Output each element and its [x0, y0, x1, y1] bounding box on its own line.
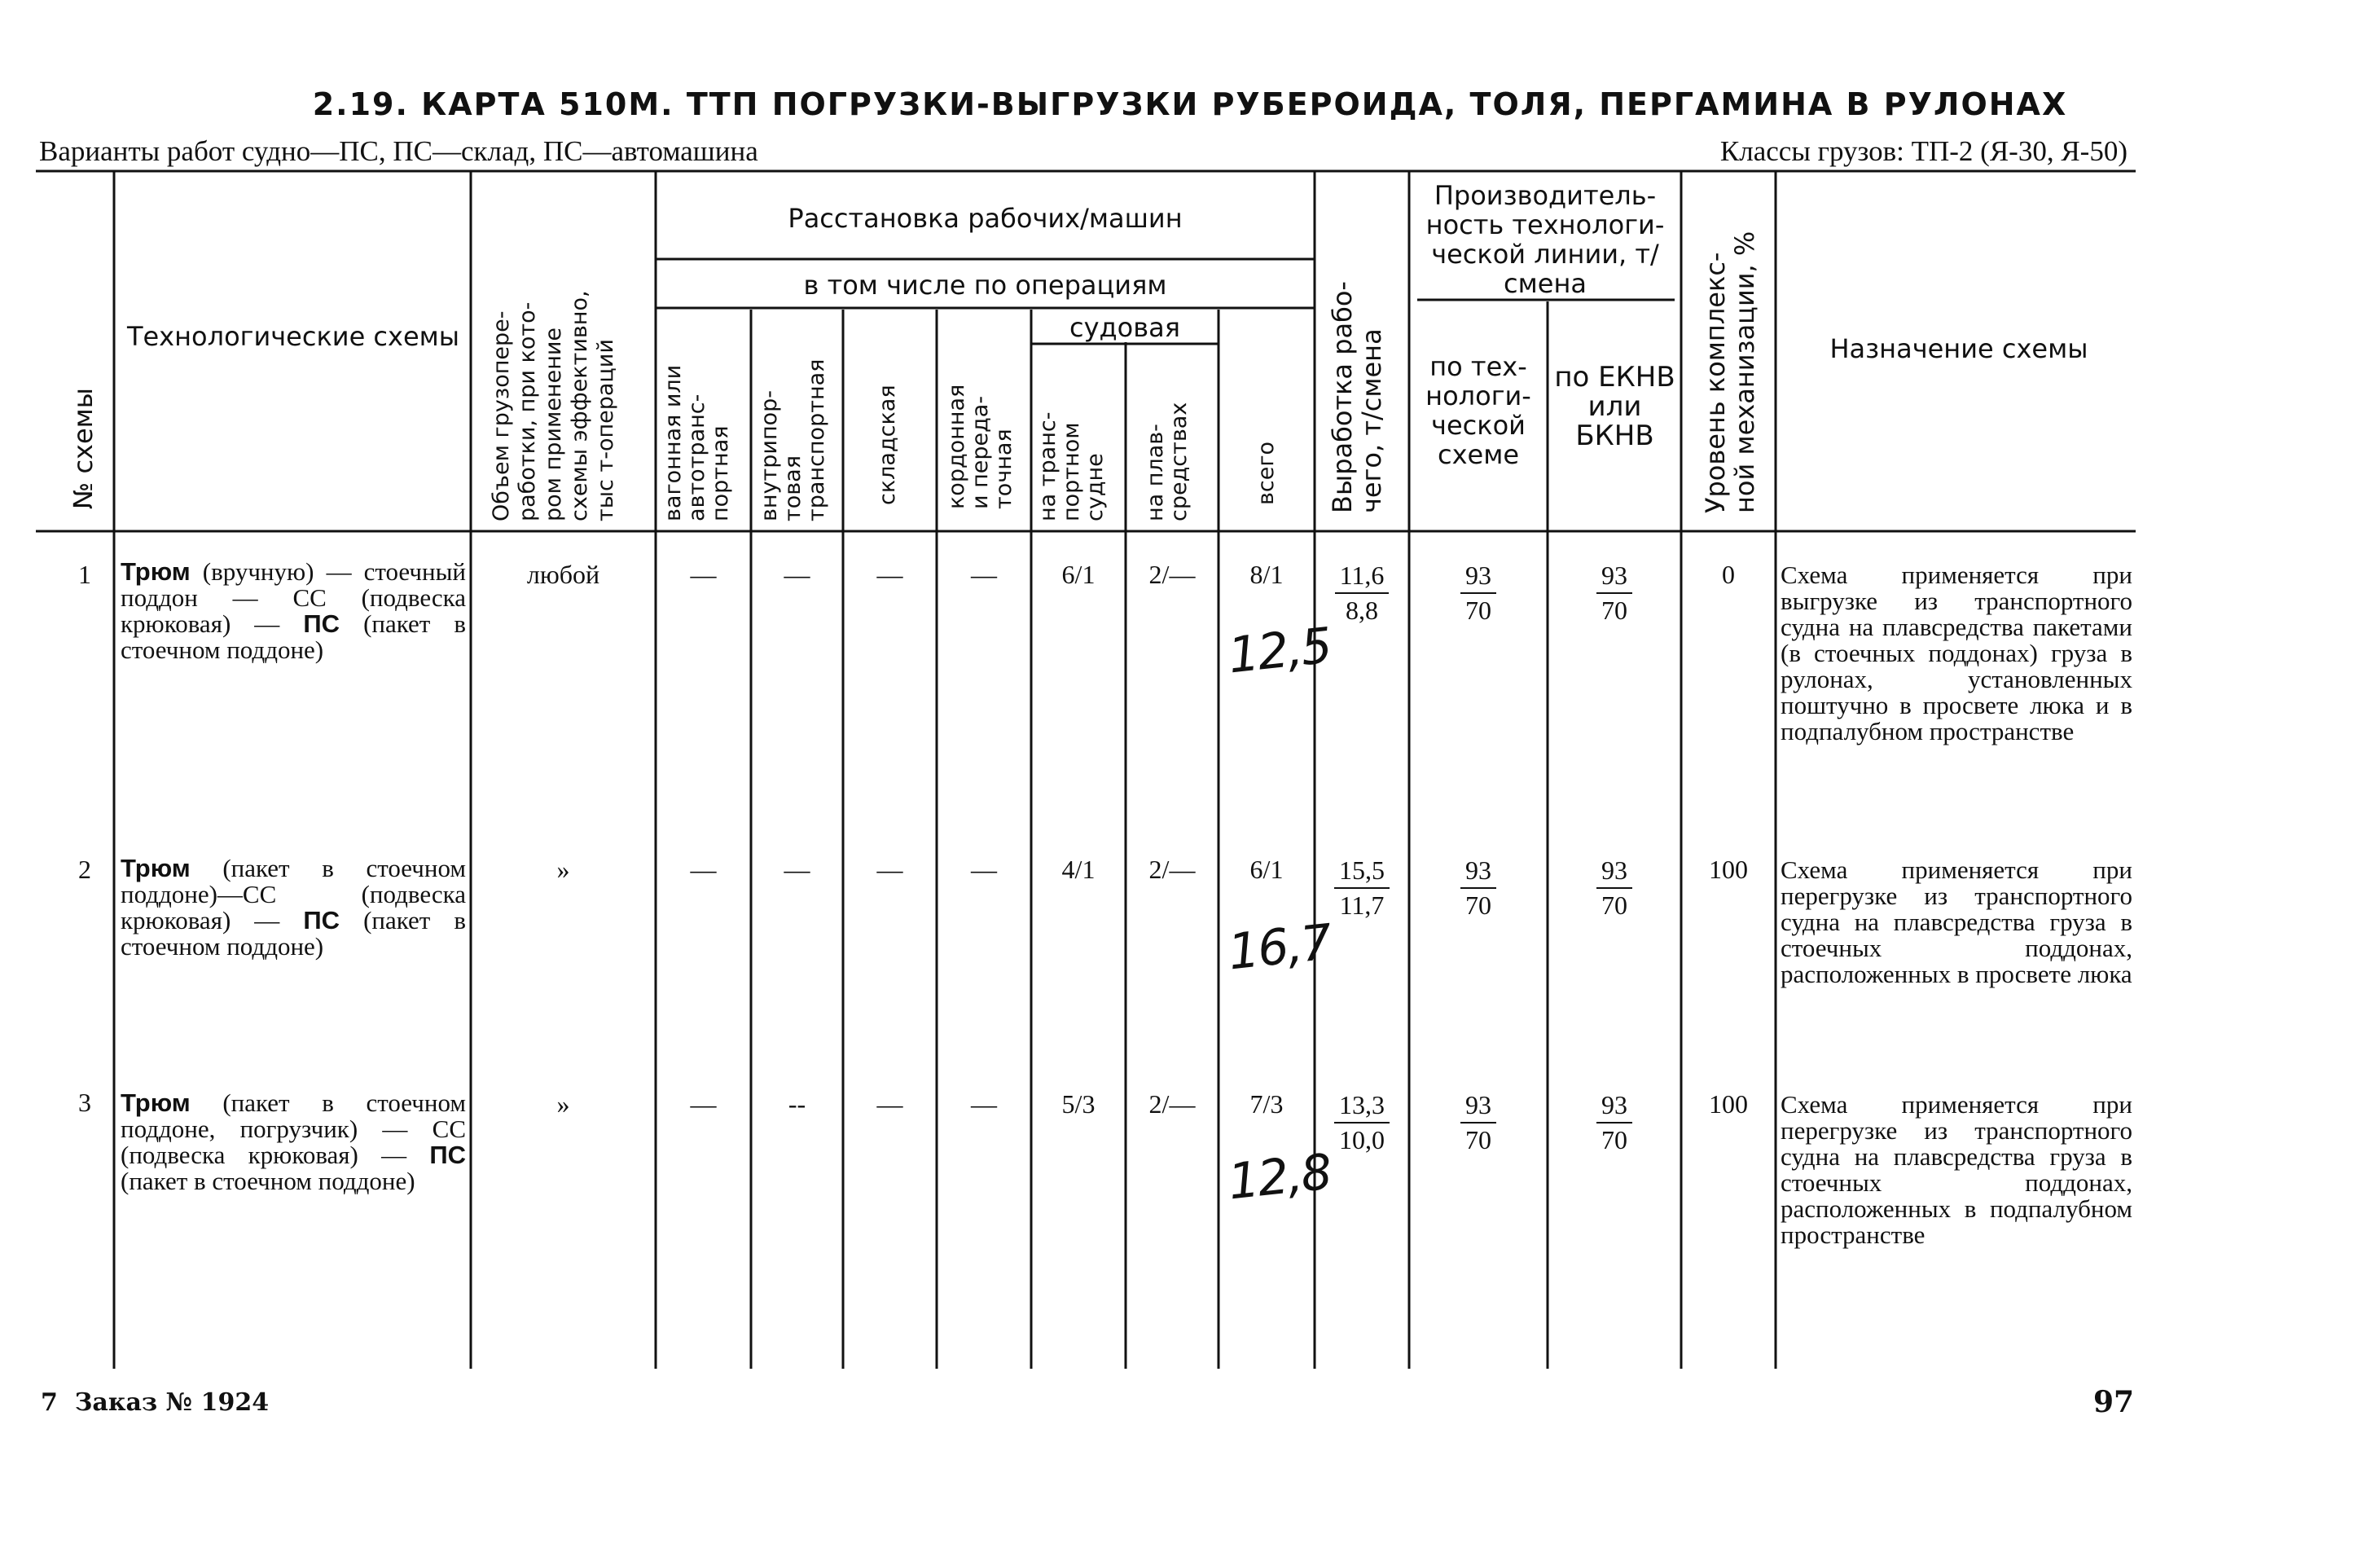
row-2-kordon: — — [971, 855, 997, 884]
footer-order-number: 7 Заказ № 1924 — [41, 1388, 270, 1417]
col-placement: Расстановка рабочих/машин — [788, 203, 1183, 234]
col-wagon: вагонная или автотранс- портная — [661, 364, 733, 521]
col-on-transport-ship: на транс- портном судне — [1035, 411, 1108, 521]
row-3-purpose: Схема применяется при перегрузке из транспортного судна на плавсредства груза в стоечных поддонах, расположенных в подпалубном пространстве — [1781, 1090, 2132, 1249]
row-2-on-transport: 4/1 — [1061, 855, 1096, 884]
row-2-volume: » — [556, 855, 570, 884]
row-1-number: 1 — [78, 560, 91, 589]
col-volume: Объем грузопере- работки, при кото- ром применение схемы эффективно, тыс т-операций — [489, 290, 618, 521]
row-2-output: $\frac{15,5}{11,7}$ — [1315, 855, 1409, 921]
row-1-kordon: — — [971, 560, 997, 589]
row-1-purpose: Схема применяется при выгрузке из транспортного судна на плавсредства пакетами (в стоечных поддонах) груза в рулонах, установленных поштучно в просвете люка и в подпалубном пространстве — [1781, 561, 2132, 745]
row-1-total: 8/1 — [1249, 560, 1284, 589]
col-by-operations: в том числе по операциям — [803, 270, 1167, 301]
row-1-on-transport: 6/1 — [1061, 560, 1096, 589]
row-3-total: 7/3 — [1249, 1089, 1284, 1119]
row-1-mechanization: 0 — [1722, 560, 1735, 589]
cargo-classes: Классы грузов: ТП-2 (Я-30, Я-50) — [1719, 135, 2128, 167]
row-3-warehouse: — — [876, 1089, 903, 1119]
row-3-on-floating: 2/— — [1148, 1089, 1196, 1119]
row-2-productivity: $\frac{93}{70}$ — [1409, 855, 1548, 921]
row-1-productivity: $\frac{93}{70}$ — [1409, 561, 1548, 626]
row-3-kordon: — — [971, 1089, 997, 1119]
work-variants: Варианты работ судно—ПС, ПС—склад, ПС—автомашина — [39, 135, 758, 167]
row-2-handwritten-note: 16,7 — [1225, 913, 1333, 982]
row-3-volume: » — [556, 1089, 570, 1119]
col-purpose: Назначение схемы — [1829, 333, 2088, 364]
row-2-number: 2 — [78, 855, 91, 884]
row-3-on-transport: 5/3 — [1061, 1089, 1096, 1119]
col-schema-number: № схемы — [68, 387, 99, 509]
col-total: всего — [1254, 441, 1279, 505]
col-ship-group: судовая — [1069, 312, 1180, 343]
col-productivity: Производитель-ность технологи-ческой линии, т/смена — [1425, 180, 1665, 299]
row-2-scheme: Трюм (пакет в стоечном поддоне)—СС (подвеска крюковая) — ПС (пакет в стоечном поддоне) — [121, 854, 467, 961]
row-1-output: $\frac{11,6}{8,8}$ — [1315, 561, 1409, 626]
page-title: 2.19. КАРТА 510М. ТТП ПОГРУЗКИ-ВЫГРУЗКИ РУБЕРОИДА, ТОЛЯ, ПЕРГАМИНА В РУЛОНАХ — [312, 86, 2068, 122]
row-1-intra: — — [784, 560, 810, 589]
col-by-eknv: по ЕКНВ или БКНВ — [1554, 361, 1675, 452]
row-2-on-floating: 2/— — [1148, 855, 1196, 884]
row-1-wagon: — — [690, 560, 717, 589]
row-3-intra: -- — [788, 1089, 806, 1119]
page-number: 97 — [2093, 1385, 2135, 1419]
row-1-handwritten-note: 12,5 — [1225, 617, 1333, 685]
row-3-output: $\frac{13,3}{10,0}$ — [1315, 1090, 1409, 1155]
row-3-scheme: Трюм (пакет в стоечном поддоне, погрузчик) — СС (подвеска крюковая) — ПС (пакет в стоечном поддоне) — [121, 1088, 466, 1195]
row-3-number: 3 — [78, 1088, 91, 1117]
row-1-volume: любой — [526, 560, 600, 589]
row-3-wagon: — — [690, 1089, 717, 1119]
col-by-scheme: по тех-нологи-ческой схеме — [1425, 351, 1531, 470]
col-mechanization: Уровень комплекс- ной механизации, % — [1700, 231, 1760, 513]
row-2-intra: — — [784, 855, 810, 884]
col-kordon: кордонная и переда- точная — [944, 384, 1017, 509]
row-3-eknv: $\frac{93}{70}$ — [1548, 1090, 1681, 1155]
row-2-total: 6/1 — [1249, 855, 1284, 884]
col-output: Выработка рабо- чего, т/смена — [1327, 281, 1387, 513]
row-2-mechanization: 100 — [1709, 855, 1748, 884]
row-2-warehouse: — — [876, 855, 903, 884]
row-3-productivity: $\frac{93}{70}$ — [1409, 1090, 1548, 1155]
row-2-wagon: — — [690, 855, 717, 884]
row-3-mechanization: 100 — [1709, 1089, 1748, 1119]
row-1-eknv: $\frac{93}{70}$ — [1548, 561, 1681, 626]
row-3-handwritten-note: 12,8 — [1225, 1143, 1333, 1211]
col-tech-schemes: Технологические схемы — [126, 321, 460, 352]
col-on-floating: на плав- средствах — [1143, 402, 1192, 521]
row-1-scheme: Трюм (вручную) — стоечный поддон — СС (подвеска крюковая) — ПС (пакет в стоечном поддоне) — [121, 557, 467, 664]
row-2-eknv: $\frac{93}{70}$ — [1548, 855, 1681, 921]
col-intraport: внутрипор- товая транспортная — [757, 358, 829, 521]
row-2-purpose: Схема применяется при перегрузке из транспортного судна на плавсредства груза в стоечных поддонах, расположенных в просвете люка — [1781, 855, 2132, 988]
row-1-warehouse: — — [876, 560, 903, 589]
col-warehouse: складская — [875, 385, 900, 505]
row-1-on-floating: 2/— — [1148, 560, 1196, 589]
